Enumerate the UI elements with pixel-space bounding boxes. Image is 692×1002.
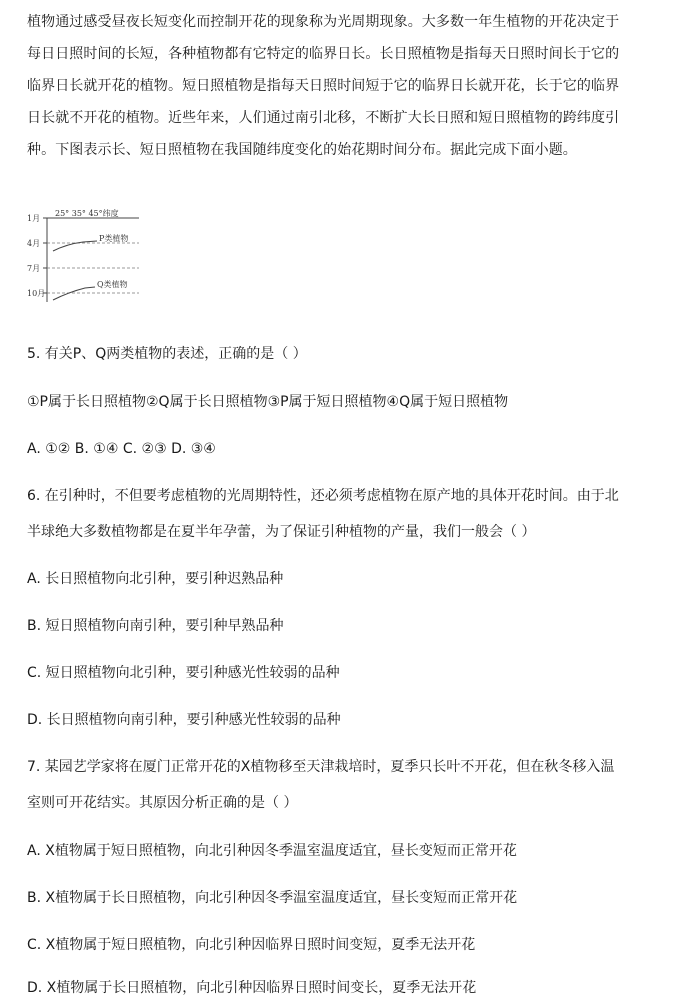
q6-option-b: B. 短日照植物向南引种，要引种早熟品种 [27,618,284,634]
intro-line: 植物通过感受昼夜长短变化而控制开花的现象称为光周期现象。大多数一年生植物的开花决定于 [27,14,620,30]
q-label: Q类植物 [97,280,128,289]
month-label: 1月 [27,214,41,223]
latitude-label: 25° 35° 45°纬度 [55,209,119,218]
figure-svg [27,208,167,308]
q6-option-c: C. 短日照植物向北引种，要引种感光性较弱的品种 [27,665,340,681]
q5-statements: ①P属于长日照植物②Q属于长日照植物③P属于短日照植物④Q属于短日照植物 [27,394,509,410]
q7-option-c: C. X植物属于短日照植物，向北引种因临界日照时间变短，夏季无法开花 [27,937,476,953]
q6-option-a: A. 长日照植物向北引种，要引种迟熟品种 [27,571,284,587]
intro-passage [27,6,667,166]
q7-stem-line: 室则可开花结实。其原因分析正确的是（ ） [27,795,298,811]
flowering-latitude-figure [27,208,167,308]
month-label: 10月 [27,289,46,298]
q5-options: A. ①② B. ①④ C. ②③ D. ③④ [27,441,216,457]
intro-line: 种。下图表示长、短日照植物在我国随纬度变化的始花期时间分布。据此完成下面小题。 [27,142,577,158]
q-curve [53,287,95,300]
p-label: P类植物 [99,234,129,243]
q7-option-d: D. X植物属于长日照植物，向北引种因临界日照时间变长，夏季无法开花 [27,980,477,996]
q5-stem: 5. 有关P、Q两类植物的表述，正确的是（ ） [27,346,307,362]
q7-stem-line: 7. 某园艺学家将在厦门正常开花的X植物移至天津栽培时，夏季只长叶不开花，但在秋冬移入温 [27,759,615,775]
q6-stem-line: 半球绝大多数植物都是在夏半年孕蕾，为了保证引种植物的产量，我们一般会（ ） [27,524,536,540]
month-label: 4月 [27,239,41,248]
intro-line: 日长就不开花的植物。近些年来，人们通过南引北移，不断扩大长日照和短日照植物的跨纬度引 [27,110,620,126]
p-curve [53,241,97,251]
intro-line: 每日日照时间的长短，各种植物都有它特定的临界日长。长日照植物是指每天日照时间长于它的 [27,46,620,62]
q7-option-b: B. X植物属于长日照植物，向北引种因冬季温室温度适宜，昼长变短而正常开花 [27,890,518,906]
q6-option-d: D. 长日照植物向南引种，要引种感光性较弱的品种 [27,712,341,728]
intro-line: 临界日长就开花的植物。短日照植物是指每天日照时间短于它的临界日长就开花，长于它的临界 [27,78,620,94]
month-label: 7月 [27,264,41,273]
q6-stem-line: 6. 在引种时，不但要考虑植物的光周期特性，还必须考虑植物在原产地的具体开花时间。由于北 [27,488,619,504]
q7-option-a: A. X植物属于短日照植物，向北引种因冬季温室温度适宜，昼长变短而正常开花 [27,843,517,859]
